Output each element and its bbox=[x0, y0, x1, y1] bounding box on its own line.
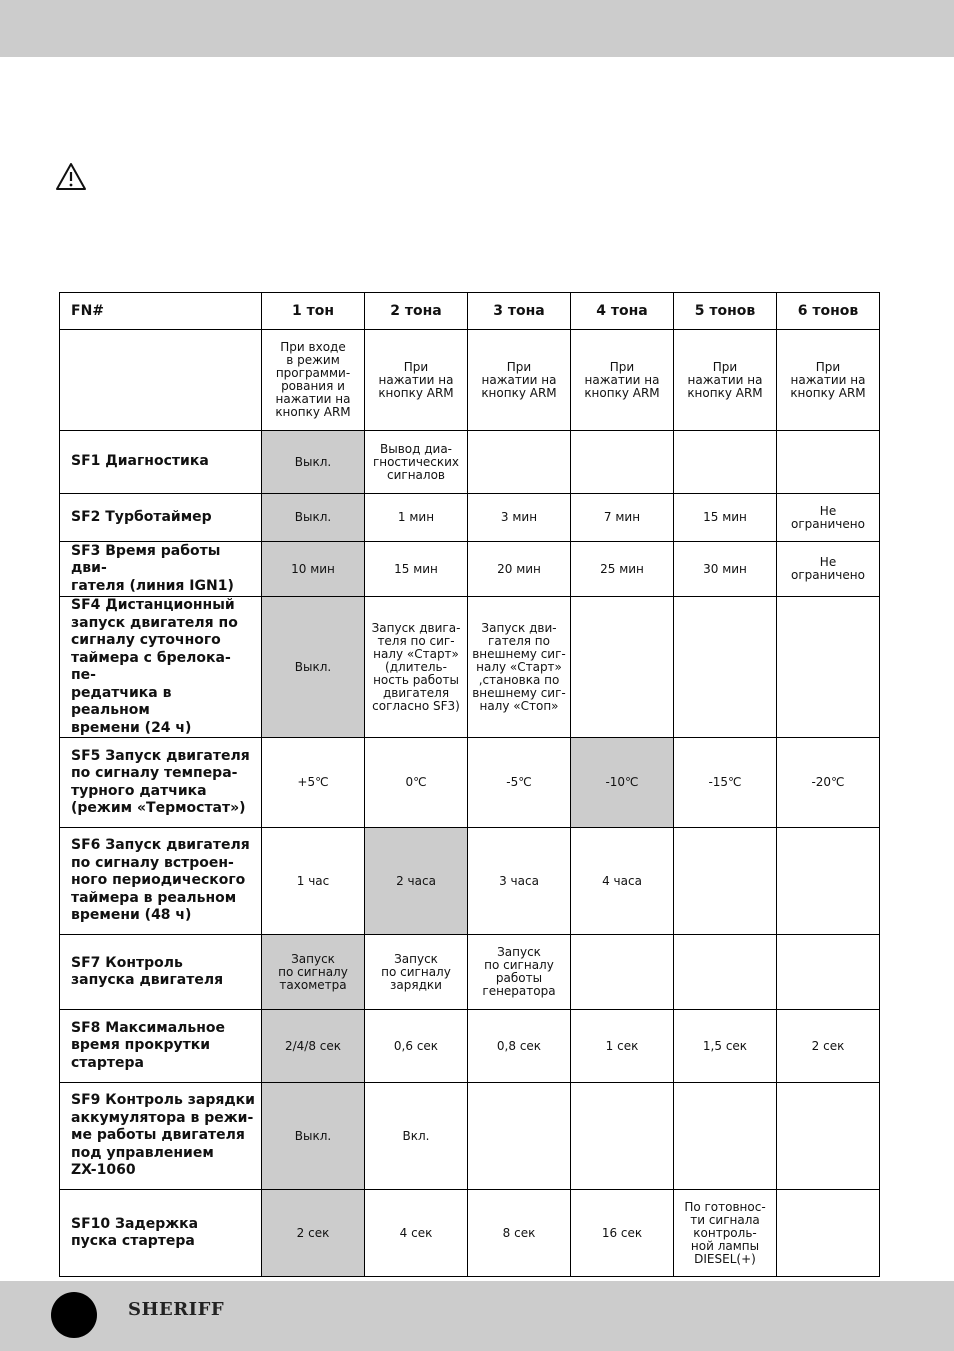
row-label: SF9 Контроль зарядки аккумулятора в режи- ме работы двигателя под управлением ZX-1060 bbox=[60, 1083, 262, 1190]
table-cell bbox=[777, 1190, 880, 1277]
table-cell: 4 часа bbox=[571, 828, 674, 935]
table-cell: По готовнос- ти сигнала контроль- ной лампы DIESEL(+) bbox=[674, 1190, 777, 1277]
table-cell: 0,6 сек bbox=[365, 1010, 468, 1083]
table-cell: Выкл. bbox=[262, 597, 365, 738]
table-cell: 2 часа bbox=[365, 828, 468, 935]
table-cell bbox=[571, 935, 674, 1010]
table-cell: Выкл. bbox=[262, 1083, 365, 1190]
table-cell: 2/4/8 сек bbox=[262, 1010, 365, 1083]
row-label: SF7 Контроль запуска двигателя bbox=[60, 935, 262, 1010]
table-cell: 8 сек bbox=[468, 1190, 571, 1277]
table-cell: +5℃ bbox=[262, 738, 365, 828]
table-cell: 3 мин bbox=[468, 494, 571, 542]
table-cell: Не ограничено bbox=[777, 494, 880, 542]
top-band bbox=[0, 0, 954, 57]
page-number-circle bbox=[51, 1292, 97, 1338]
table-cell bbox=[468, 1083, 571, 1190]
entry-cell: При входе в режим программи- рования и нажатии на кнопку ARM bbox=[262, 330, 365, 431]
row-label: SF1 Диагностика bbox=[60, 431, 262, 494]
function-settings-table bbox=[59, 292, 880, 1277]
header-tone-2: 2 тона bbox=[365, 293, 468, 330]
header-tone-1: 1 тон bbox=[262, 293, 365, 330]
table-cell: 10 мин bbox=[262, 542, 365, 597]
table-cell bbox=[777, 597, 880, 738]
table-cell bbox=[674, 1083, 777, 1190]
row-label: SF4 Дистанционный запуск двигателя по сигналу суточного таймера с брелока-пе- редатчика в реальном времени (24 ч) bbox=[60, 597, 262, 738]
table-row-sf6 bbox=[60, 828, 880, 935]
header-tone-4: 4 тона bbox=[571, 293, 674, 330]
table-cell: 1 сек bbox=[571, 1010, 674, 1083]
header-tone-3: 3 тона bbox=[468, 293, 571, 330]
table-row-sf5 bbox=[60, 738, 880, 828]
header-tone-6: 6 тонов bbox=[777, 293, 880, 330]
table-cell: Вывод диа- гностических сигналов bbox=[365, 431, 468, 494]
table-cell: Запуск по сигналу работы генератора bbox=[468, 935, 571, 1010]
table-cell: Запуск по сигналу тахометра bbox=[262, 935, 365, 1010]
table-cell: Не ограничено bbox=[777, 542, 880, 597]
table-cell: Выкл. bbox=[262, 431, 365, 494]
table-cell: 20 мин bbox=[468, 542, 571, 597]
brand-logo: SHERIFF bbox=[128, 1299, 225, 1320]
table-row-sf7 bbox=[60, 935, 880, 1010]
table-cell bbox=[674, 935, 777, 1010]
table-cell: 15 мин bbox=[674, 494, 777, 542]
table-cell: -5℃ bbox=[468, 738, 571, 828]
table-cell: 3 часа bbox=[468, 828, 571, 935]
table-row-sf8 bbox=[60, 1010, 880, 1083]
table-cell bbox=[571, 597, 674, 738]
table-cell: 1 мин bbox=[365, 494, 468, 542]
table-cell bbox=[777, 828, 880, 935]
table-cell: 16 сек bbox=[571, 1190, 674, 1277]
table-cell: 7 мин bbox=[571, 494, 674, 542]
table-cell bbox=[777, 431, 880, 494]
row-label: SF5 Запуск двигателя по сигналу темпера- турного датчика (режим «Термостат») bbox=[60, 738, 262, 828]
table-cell: -10℃ bbox=[571, 738, 674, 828]
table-cell bbox=[571, 1083, 674, 1190]
table-cell: 4 сек bbox=[365, 1190, 468, 1277]
table-cell: Запуск дви- гателя по внешнему сиг- налу «Старт» ,становка по внешнему сиг- налу «Стоп» bbox=[468, 597, 571, 738]
table-cell: Запуск двига- теля по сиг- налу «Старт» (длитель- ность работы двигателя согласно SF3) bbox=[365, 597, 468, 738]
table-row-sf1 bbox=[60, 431, 880, 494]
row-label: SF10 Задержка пуска стартера bbox=[60, 1190, 262, 1277]
entry-row bbox=[60, 330, 880, 431]
entry-cell: При нажатии на кнопку ARM bbox=[674, 330, 777, 431]
warning-triangle-icon bbox=[55, 162, 87, 192]
entry-cell: При нажатии на кнопку ARM bbox=[571, 330, 674, 431]
entry-cell: При нажатии на кнопку ARM bbox=[777, 330, 880, 431]
table-cell: Вкл. bbox=[365, 1083, 468, 1190]
table-cell bbox=[674, 431, 777, 494]
table-cell bbox=[468, 431, 571, 494]
table-row-sf3 bbox=[60, 542, 880, 597]
row-label: SF3 Время работы дви- гателя (линия IGN1) bbox=[60, 542, 262, 597]
entry-cell: При нажатии на кнопку ARM bbox=[365, 330, 468, 431]
table-cell: 25 мин bbox=[571, 542, 674, 597]
table-row-sf2 bbox=[60, 494, 880, 542]
table-cell: -20℃ bbox=[777, 738, 880, 828]
row-label: SF2 Турботаймер bbox=[60, 494, 262, 542]
table-cell: 1,5 сек bbox=[674, 1010, 777, 1083]
table-cell: 0,8 сек bbox=[468, 1010, 571, 1083]
entry-cell: При нажатии на кнопку ARM bbox=[468, 330, 571, 431]
row-label: SF8 Максимальное время прокрутки стартера bbox=[60, 1010, 262, 1083]
table-row-sf10 bbox=[60, 1190, 880, 1277]
table-row-sf4 bbox=[60, 597, 880, 738]
table-cell: 1 час bbox=[262, 828, 365, 935]
table-cell bbox=[674, 597, 777, 738]
header-fn: FN# bbox=[60, 293, 262, 330]
table-header-row bbox=[60, 293, 880, 330]
table-cell: -15℃ bbox=[674, 738, 777, 828]
table-cell: Выкл. bbox=[262, 494, 365, 542]
entry-row-label bbox=[60, 330, 262, 431]
table-cell: 2 сек bbox=[777, 1010, 880, 1083]
table-cell bbox=[777, 1083, 880, 1190]
table-cell bbox=[674, 828, 777, 935]
table-row-sf9 bbox=[60, 1083, 880, 1190]
table-cell: Запуск по сигналу зарядки bbox=[365, 935, 468, 1010]
table-cell: 0℃ bbox=[365, 738, 468, 828]
table-cell bbox=[571, 431, 674, 494]
table-cell: 15 мин bbox=[365, 542, 468, 597]
table-cell: 30 мин bbox=[674, 542, 777, 597]
header-tone-5: 5 тонов bbox=[674, 293, 777, 330]
table-cell: 2 сек bbox=[262, 1190, 365, 1277]
table-cell bbox=[777, 935, 880, 1010]
row-label: SF6 Запуск двигателя по сигналу встроен- ного периодического таймера в реальном времени (48 ч) bbox=[60, 828, 262, 935]
